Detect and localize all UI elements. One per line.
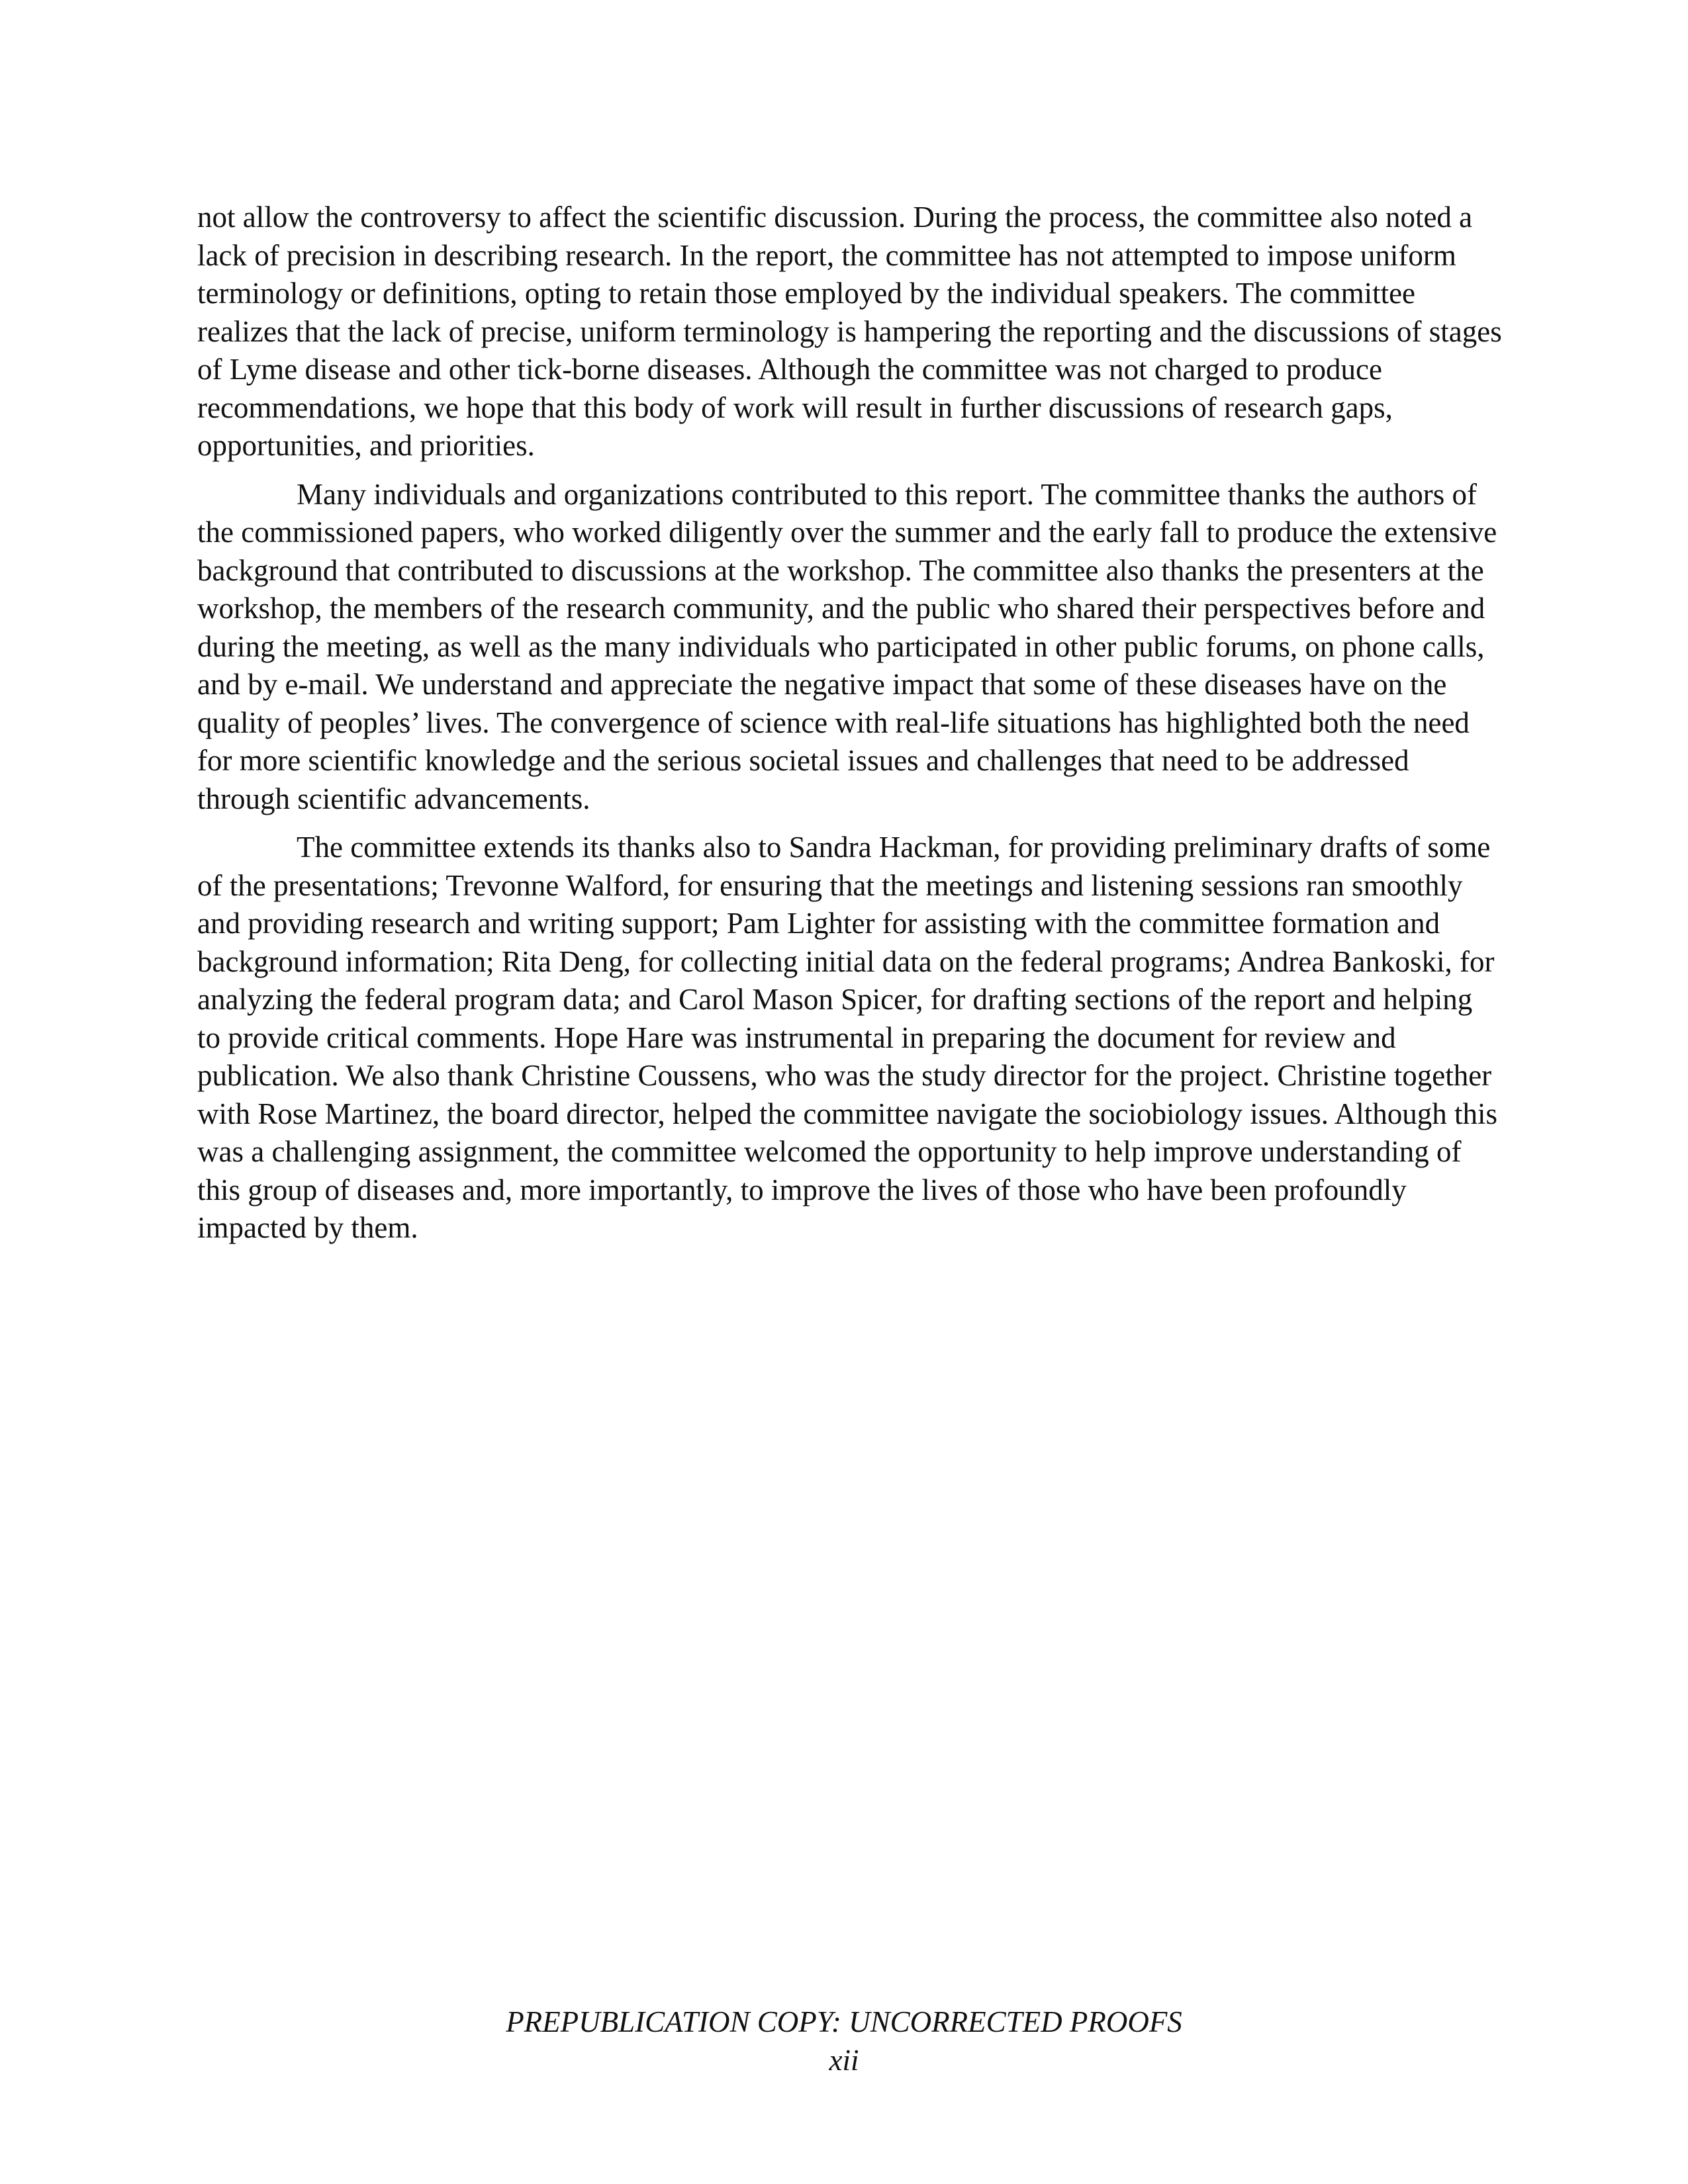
- page-number: xii: [829, 2044, 859, 2077]
- page-body: [197, 199, 1503, 1258]
- paragraph-1: not allow the controversy to affect the scientific discussion. During the process, the committee also noted a lack of precision in describing research. In the report, the committee has not attempted to impose uniform terminology or definitions, opting to retain those employed by the individual speakers. The committee realizes that the lack of precise, uniform terminology is hampering the reporting and the discussions of stages of Lyme disease and other tick-borne diseases. Although the committee was not charged to produce recommendations, we hope that this body of work will result in further discussions of research gaps, opportunities, and priorities.: [197, 201, 1502, 462]
- paragraph-3: The committee extends its thanks also to Sandra Hackman, for providing preliminary drafts of some of the presentations; Trevonne Walford, for ensuring that the meetings and listening sessions ran smoothly and providing research and writing support; Pam Lighter for assisting with the committee formation and background information; Rita Deng, for collecting initial data on the federal programs; Andrea Bankoski, for analyzing the federal program data; and Carol Mason Spicer, for drafting sections of the report and helping to provide critical comments. Hope Hare was instrumental in preparing the document for review and publication. We also thank Christine Coussens, who was the study director for the project. Christine together with Rose Martinez, the board director, helped the committee navigate the sociobiology issues. Although this was a challenging assignment, the committee welcomed the opportunity to help improve understanding of this group of diseases and, more importantly, to improve the lives of those who have been profoundly impacted by them.: [197, 831, 1498, 1244]
- page-footer: [0, 2003, 1688, 2079]
- prepublication-notice: PREPUBLICATION COPY: UNCORRECTED PROOFS: [506, 2005, 1182, 2038]
- paragraph-2: Many individuals and organizations contributed to this report. The committee thanks the authors of the commissioned papers, who worked diligently over the summer and the early fall to produce the extensive background that contributed to discussions at the workshop. The committee also thanks the presenters at the workshop, the members of the research community, and the public who shared their perspectives before and during the meeting, as well as the many individuals who participated in other public forums, on phone calls, and by e-mail. We understand and appreciate the negative impact that some of these diseases have on the quality of peoples’ lives. The convergence of science with real-life situations has highlighted both the need for more scientific knowledge and the serious societal issues and challenges that need to be addressed through scientific advancements.: [197, 477, 1497, 815]
